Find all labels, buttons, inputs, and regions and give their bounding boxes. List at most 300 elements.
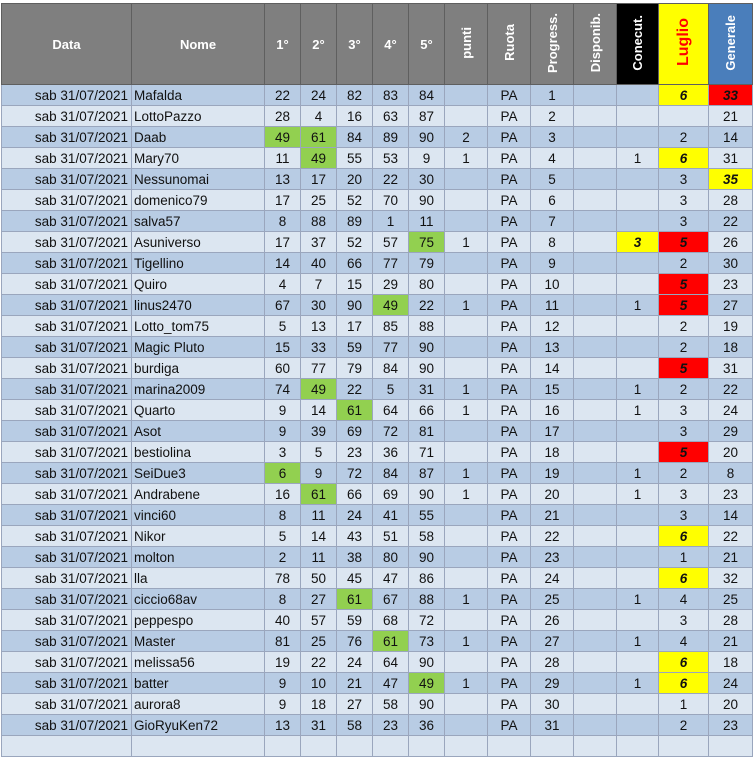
table-row[interactable]: [2, 232, 753, 253]
header-4[interactable]: 4°: [373, 4, 409, 85]
cell-number-4[interactable]: 84: [373, 358, 409, 379]
cell-ruota[interactable]: PA: [488, 316, 531, 337]
table-row[interactable]: [2, 253, 753, 274]
cell-number-5[interactable]: 90: [409, 337, 445, 358]
cell-lug[interactable]: 2: [659, 253, 709, 274]
cell-number-2[interactable]: 5: [301, 442, 337, 463]
cell-data[interactable]: sab 31/07/2021: [2, 253, 132, 274]
cell-con[interactable]: [617, 253, 659, 274]
cell-lug[interactable]: 3: [659, 484, 709, 505]
cell-ruota[interactable]: PA: [488, 694, 531, 715]
cell-number-2[interactable]: 61: [301, 127, 337, 148]
cell-punti[interactable]: [445, 715, 488, 736]
cell-number-1[interactable]: 5: [265, 526, 301, 547]
cell-number-1[interactable]: 17: [265, 190, 301, 211]
cell-lug[interactable]: 5: [659, 274, 709, 295]
cell-data[interactable]: sab 31/07/2021: [2, 694, 132, 715]
cell-number-5[interactable]: 90: [409, 547, 445, 568]
cell-data[interactable]: sab 31/07/2021: [2, 274, 132, 295]
cell-nome[interactable]: Magic Pluto: [132, 337, 265, 358]
cell-prog[interactable]: 8: [531, 232, 574, 253]
cell-number-3[interactable]: 66: [337, 484, 373, 505]
cell-ruota[interactable]: PA: [488, 400, 531, 421]
cell-data[interactable]: sab 31/07/2021: [2, 190, 132, 211]
header-nome[interactable]: Nome: [132, 4, 265, 85]
cell-number-1[interactable]: 67: [265, 295, 301, 316]
cell-disp[interactable]: [574, 400, 617, 421]
cell-number-3[interactable]: 76: [337, 631, 373, 652]
cell-prog[interactable]: 10: [531, 274, 574, 295]
cell-gen[interactable]: 22: [709, 379, 753, 400]
cell-lug[interactable]: 3: [659, 169, 709, 190]
cell-disp[interactable]: [574, 274, 617, 295]
cell-prog[interactable]: 17: [531, 421, 574, 442]
cell-disp[interactable]: [574, 295, 617, 316]
table-row[interactable]: [2, 190, 753, 211]
cell-disp[interactable]: [574, 421, 617, 442]
cell-prog[interactable]: 3: [531, 127, 574, 148]
cell-punti[interactable]: 2: [445, 127, 488, 148]
cell-con[interactable]: [617, 442, 659, 463]
cell-prog[interactable]: 11: [531, 295, 574, 316]
cell-lug[interactable]: 2: [659, 127, 709, 148]
cell-disp[interactable]: [574, 379, 617, 400]
cell-punti[interactable]: 1: [445, 673, 488, 694]
cell-number-3[interactable]: 22: [337, 379, 373, 400]
cell-disp[interactable]: [574, 211, 617, 232]
cell-prog[interactable]: 19: [531, 463, 574, 484]
cell-number-3[interactable]: 72: [337, 463, 373, 484]
cell-number-3[interactable]: 90: [337, 295, 373, 316]
cell-prog[interactable]: 12: [531, 316, 574, 337]
cell-gen[interactable]: 24: [709, 400, 753, 421]
cell-prog[interactable]: 5: [531, 169, 574, 190]
cell-data[interactable]: sab 31/07/2021: [2, 421, 132, 442]
cell-number-2[interactable]: 11: [301, 505, 337, 526]
cell-con[interactable]: [617, 169, 659, 190]
cell-number-1[interactable]: 11: [265, 148, 301, 169]
cell-number-2[interactable]: 18: [301, 694, 337, 715]
cell-number-1[interactable]: 4: [265, 274, 301, 295]
cell-disp[interactable]: [574, 610, 617, 631]
cell-lug[interactable]: 3: [659, 211, 709, 232]
cell-number-4[interactable]: 80: [373, 547, 409, 568]
cell-number-3[interactable]: 84: [337, 127, 373, 148]
cell-ruota[interactable]: PA: [488, 505, 531, 526]
cell-number-1[interactable]: 28: [265, 106, 301, 127]
cell-number-1[interactable]: 15: [265, 337, 301, 358]
cell-punti[interactable]: 1: [445, 232, 488, 253]
cell-gen[interactable]: 22: [709, 211, 753, 232]
header-5[interactable]: 5°: [409, 4, 445, 85]
cell-punti[interactable]: [445, 169, 488, 190]
cell-ruota[interactable]: PA: [488, 232, 531, 253]
cell-ruota[interactable]: PA: [488, 190, 531, 211]
cell-punti[interactable]: [445, 652, 488, 673]
cell-nome[interactable]: Andrabene: [132, 484, 265, 505]
cell-nome[interactable]: lla: [132, 568, 265, 589]
cell-nome[interactable]: Asuniverso: [132, 232, 265, 253]
cell-prog[interactable]: 6: [531, 190, 574, 211]
cell-punti[interactable]: [445, 358, 488, 379]
cell-disp[interactable]: [574, 589, 617, 610]
cell-number-5[interactable]: 36: [409, 715, 445, 736]
cell-number-3[interactable]: 15: [337, 274, 373, 295]
cell-gen[interactable]: 8: [709, 463, 753, 484]
cell-ruota[interactable]: PA: [488, 85, 531, 106]
cell-number-2[interactable]: 30: [301, 295, 337, 316]
cell-disp[interactable]: [574, 106, 617, 127]
cell-nome[interactable]: Quiro: [132, 274, 265, 295]
cell-punti[interactable]: [445, 253, 488, 274]
cell-disp[interactable]: [574, 463, 617, 484]
table-row[interactable]: [2, 211, 753, 232]
cell-number-1[interactable]: 40: [265, 610, 301, 631]
cell-number-4[interactable]: 51: [373, 526, 409, 547]
cell-nome[interactable]: marina2009: [132, 379, 265, 400]
cell-lug[interactable]: 2: [659, 379, 709, 400]
cell-ruota[interactable]: PA: [488, 358, 531, 379]
cell-lug[interactable]: 5: [659, 358, 709, 379]
cell-gen[interactable]: 24: [709, 673, 753, 694]
cell-punti[interactable]: [445, 85, 488, 106]
cell-number-1[interactable]: 74: [265, 379, 301, 400]
cell-punti[interactable]: 1: [445, 484, 488, 505]
cell-number-1[interactable]: 8: [265, 589, 301, 610]
cell-nome[interactable]: peppespo: [132, 610, 265, 631]
cell-lug[interactable]: 3: [659, 400, 709, 421]
table-row[interactable]: [2, 421, 753, 442]
cell-number-1[interactable]: 9: [265, 421, 301, 442]
cell-number-1[interactable]: 14: [265, 253, 301, 274]
cell-con[interactable]: [617, 274, 659, 295]
cell-number-4[interactable]: 57: [373, 232, 409, 253]
cell-number-2[interactable]: 33: [301, 337, 337, 358]
cell-prog[interactable]: 16: [531, 400, 574, 421]
cell-data[interactable]: sab 31/07/2021: [2, 232, 132, 253]
cell-number-5[interactable]: 9: [409, 148, 445, 169]
cell-number-2[interactable]: 37: [301, 232, 337, 253]
cell-prog[interactable]: 28: [531, 652, 574, 673]
empty-cell[interactable]: [132, 736, 265, 757]
cell-ruota[interactable]: PA: [488, 568, 531, 589]
cell-nome[interactable]: linus2470: [132, 295, 265, 316]
cell-nome[interactable]: domenico79: [132, 190, 265, 211]
table-row[interactable]: [2, 85, 753, 106]
cell-nome[interactable]: batter: [132, 673, 265, 694]
cell-number-3[interactable]: 55: [337, 148, 373, 169]
cell-punti[interactable]: 1: [445, 463, 488, 484]
cell-gen[interactable]: 18: [709, 337, 753, 358]
cell-con[interactable]: [617, 547, 659, 568]
cell-punti[interactable]: [445, 694, 488, 715]
cell-number-2[interactable]: 4: [301, 106, 337, 127]
cell-data[interactable]: sab 31/07/2021: [2, 400, 132, 421]
cell-con[interactable]: 1: [617, 631, 659, 652]
cell-number-5[interactable]: 90: [409, 652, 445, 673]
cell-nome[interactable]: Lotto_tom75: [132, 316, 265, 337]
table-row[interactable]: [2, 316, 753, 337]
cell-data[interactable]: sab 31/07/2021: [2, 442, 132, 463]
cell-lug[interactable]: 3: [659, 505, 709, 526]
empty-cell[interactable]: [488, 736, 531, 757]
table-row[interactable]: [2, 463, 753, 484]
cell-prog[interactable]: 29: [531, 673, 574, 694]
cell-nome[interactable]: Daab: [132, 127, 265, 148]
cell-number-5[interactable]: 90: [409, 190, 445, 211]
cell-gen[interactable]: 19: [709, 316, 753, 337]
cell-disp[interactable]: [574, 232, 617, 253]
cell-data[interactable]: sab 31/07/2021: [2, 295, 132, 316]
cell-number-4[interactable]: 89: [373, 127, 409, 148]
cell-gen[interactable]: 33: [709, 85, 753, 106]
table-row[interactable]: [2, 673, 753, 694]
cell-data[interactable]: sab 31/07/2021: [2, 715, 132, 736]
cell-number-1[interactable]: 8: [265, 211, 301, 232]
cell-punti[interactable]: [445, 106, 488, 127]
cell-number-4[interactable]: 67: [373, 589, 409, 610]
cell-con[interactable]: 1: [617, 463, 659, 484]
cell-disp[interactable]: [574, 190, 617, 211]
cell-number-3[interactable]: 79: [337, 358, 373, 379]
cell-con[interactable]: [617, 190, 659, 211]
cell-number-5[interactable]: 84: [409, 85, 445, 106]
cell-number-5[interactable]: 31: [409, 379, 445, 400]
cell-number-3[interactable]: 16: [337, 106, 373, 127]
cell-con[interactable]: 1: [617, 589, 659, 610]
cell-number-5[interactable]: 87: [409, 463, 445, 484]
cell-lug[interactable]: 4: [659, 589, 709, 610]
table-row[interactable]: [2, 694, 753, 715]
cell-gen[interactable]: 31: [709, 148, 753, 169]
cell-nome[interactable]: LottoPazzo: [132, 106, 265, 127]
cell-number-4[interactable]: 29: [373, 274, 409, 295]
cell-disp[interactable]: [574, 652, 617, 673]
cell-data[interactable]: sab 31/07/2021: [2, 610, 132, 631]
cell-con[interactable]: 3: [617, 232, 659, 253]
cell-number-4[interactable]: 49: [373, 295, 409, 316]
cell-punti[interactable]: [445, 316, 488, 337]
cell-prog[interactable]: 13: [531, 337, 574, 358]
table-row[interactable]: [2, 568, 753, 589]
table-row[interactable]: [2, 631, 753, 652]
cell-nome[interactable]: GioRyuKen72: [132, 715, 265, 736]
cell-lug[interactable]: 6: [659, 85, 709, 106]
table-row[interactable]: [2, 379, 753, 400]
cell-number-5[interactable]: 79: [409, 253, 445, 274]
cell-number-5[interactable]: 90: [409, 358, 445, 379]
cell-number-3[interactable]: 59: [337, 337, 373, 358]
cell-punti[interactable]: [445, 526, 488, 547]
cell-gen[interactable]: 23: [709, 484, 753, 505]
cell-number-4[interactable]: 61: [373, 631, 409, 652]
cell-lug[interactable]: 5: [659, 442, 709, 463]
table-row[interactable]: [2, 358, 753, 379]
header-2[interactable]: 2°: [301, 4, 337, 85]
cell-number-1[interactable]: 9: [265, 673, 301, 694]
cell-data[interactable]: sab 31/07/2021: [2, 169, 132, 190]
cell-punti[interactable]: [445, 568, 488, 589]
cell-nome[interactable]: Tigellino: [132, 253, 265, 274]
cell-number-5[interactable]: 11: [409, 211, 445, 232]
cell-disp[interactable]: [574, 484, 617, 505]
empty-cell[interactable]: [2, 736, 132, 757]
cell-con[interactable]: 1: [617, 148, 659, 169]
cell-number-4[interactable]: 58: [373, 694, 409, 715]
table-row[interactable]: [2, 106, 753, 127]
cell-disp[interactable]: [574, 253, 617, 274]
header-3[interactable]: 3°: [337, 4, 373, 85]
cell-number-4[interactable]: 63: [373, 106, 409, 127]
cell-nome[interactable]: Master: [132, 631, 265, 652]
cell-data[interactable]: sab 31/07/2021: [2, 589, 132, 610]
table-row[interactable]: [2, 484, 753, 505]
cell-gen[interactable]: 25: [709, 589, 753, 610]
cell-number-4[interactable]: 41: [373, 505, 409, 526]
cell-number-4[interactable]: 83: [373, 85, 409, 106]
cell-punti[interactable]: [445, 610, 488, 631]
cell-con[interactable]: [617, 337, 659, 358]
cell-prog[interactable]: 21: [531, 505, 574, 526]
cell-number-5[interactable]: 72: [409, 610, 445, 631]
cell-data[interactable]: sab 31/07/2021: [2, 673, 132, 694]
cell-prog[interactable]: 27: [531, 631, 574, 652]
header-punti[interactable]: [445, 4, 488, 85]
cell-number-2[interactable]: 24: [301, 85, 337, 106]
cell-data[interactable]: sab 31/07/2021: [2, 337, 132, 358]
cell-disp[interactable]: [574, 85, 617, 106]
cell-con[interactable]: [617, 421, 659, 442]
cell-gen[interactable]: 21: [709, 106, 753, 127]
cell-number-4[interactable]: 84: [373, 463, 409, 484]
cell-number-3[interactable]: 59: [337, 610, 373, 631]
cell-gen[interactable]: 29: [709, 421, 753, 442]
cell-disp[interactable]: [574, 148, 617, 169]
cell-disp[interactable]: [574, 127, 617, 148]
cell-gen[interactable]: 26: [709, 232, 753, 253]
cell-nome[interactable]: molton: [132, 547, 265, 568]
cell-con[interactable]: [617, 85, 659, 106]
cell-number-4[interactable]: 68: [373, 610, 409, 631]
cell-nome[interactable]: Nessunomai: [132, 169, 265, 190]
cell-number-3[interactable]: 21: [337, 673, 373, 694]
cell-number-3[interactable]: 43: [337, 526, 373, 547]
cell-number-4[interactable]: 47: [373, 568, 409, 589]
cell-number-4[interactable]: 5: [373, 379, 409, 400]
cell-number-4[interactable]: 72: [373, 421, 409, 442]
cell-punti[interactable]: [445, 547, 488, 568]
cell-number-3[interactable]: 24: [337, 505, 373, 526]
cell-number-5[interactable]: 58: [409, 526, 445, 547]
cell-punti[interactable]: 1: [445, 379, 488, 400]
cell-ruota[interactable]: PA: [488, 379, 531, 400]
cell-number-2[interactable]: 17: [301, 169, 337, 190]
cell-number-3[interactable]: 52: [337, 190, 373, 211]
header-conecut[interactable]: [617, 4, 659, 85]
cell-number-2[interactable]: 50: [301, 568, 337, 589]
cell-data[interactable]: sab 31/07/2021: [2, 463, 132, 484]
cell-ruota[interactable]: PA: [488, 106, 531, 127]
cell-number-1[interactable]: 49: [265, 127, 301, 148]
cell-con[interactable]: [617, 652, 659, 673]
cell-number-5[interactable]: 49: [409, 673, 445, 694]
cell-ruota[interactable]: PA: [488, 652, 531, 673]
cell-ruota[interactable]: PA: [488, 211, 531, 232]
cell-punti[interactable]: 1: [445, 400, 488, 421]
cell-number-4[interactable]: 23: [373, 715, 409, 736]
cell-number-1[interactable]: 2: [265, 547, 301, 568]
cell-prog[interactable]: 4: [531, 148, 574, 169]
cell-ruota[interactable]: PA: [488, 337, 531, 358]
cell-prog[interactable]: 15: [531, 379, 574, 400]
cell-number-4[interactable]: 70: [373, 190, 409, 211]
cell-number-3[interactable]: 89: [337, 211, 373, 232]
cell-number-1[interactable]: 17: [265, 232, 301, 253]
header-ruota[interactable]: [488, 4, 531, 85]
cell-data[interactable]: sab 31/07/2021: [2, 211, 132, 232]
table-row[interactable]: [2, 295, 753, 316]
cell-number-1[interactable]: 60: [265, 358, 301, 379]
cell-disp[interactable]: [574, 547, 617, 568]
cell-lug[interactable]: 3: [659, 190, 709, 211]
cell-number-5[interactable]: 75: [409, 232, 445, 253]
cell-nome[interactable]: Quarto: [132, 400, 265, 421]
cell-lug[interactable]: 6: [659, 568, 709, 589]
cell-number-1[interactable]: 8: [265, 505, 301, 526]
cell-gen[interactable]: 23: [709, 274, 753, 295]
cell-disp[interactable]: [574, 358, 617, 379]
cell-ruota[interactable]: PA: [488, 589, 531, 610]
cell-number-2[interactable]: 88: [301, 211, 337, 232]
table-row[interactable]: [2, 610, 753, 631]
cell-con[interactable]: [617, 106, 659, 127]
cell-prog[interactable]: 22: [531, 526, 574, 547]
cell-number-5[interactable]: 55: [409, 505, 445, 526]
cell-prog[interactable]: 9: [531, 253, 574, 274]
cell-prog[interactable]: 1: [531, 85, 574, 106]
cell-number-1[interactable]: 5: [265, 316, 301, 337]
cell-data[interactable]: sab 31/07/2021: [2, 526, 132, 547]
cell-lug[interactable]: 5: [659, 232, 709, 253]
cell-number-2[interactable]: 39: [301, 421, 337, 442]
table-row[interactable]: [2, 715, 753, 736]
cell-number-5[interactable]: 66: [409, 400, 445, 421]
cell-con[interactable]: [617, 715, 659, 736]
empty-cell[interactable]: [659, 736, 709, 757]
empty-cell[interactable]: [265, 736, 301, 757]
header-generale[interactable]: [709, 4, 753, 85]
cell-gen[interactable]: 32: [709, 568, 753, 589]
cell-number-3[interactable]: 45: [337, 568, 373, 589]
cell-lug[interactable]: 2: [659, 316, 709, 337]
cell-number-2[interactable]: 31: [301, 715, 337, 736]
cell-number-2[interactable]: 49: [301, 148, 337, 169]
cell-data[interactable]: sab 31/07/2021: [2, 568, 132, 589]
cell-nome[interactable]: ciccio68av: [132, 589, 265, 610]
empty-cell[interactable]: [409, 736, 445, 757]
cell-nome[interactable]: Mary70: [132, 148, 265, 169]
cell-lug[interactable]: 6: [659, 673, 709, 694]
cell-prog[interactable]: 2: [531, 106, 574, 127]
cell-lug[interactable]: 3: [659, 421, 709, 442]
table-row[interactable]: [2, 547, 753, 568]
cell-number-4[interactable]: 47: [373, 673, 409, 694]
cell-con[interactable]: 1: [617, 400, 659, 421]
cell-prog[interactable]: 7: [531, 211, 574, 232]
cell-ruota[interactable]: PA: [488, 253, 531, 274]
cell-number-5[interactable]: 73: [409, 631, 445, 652]
cell-number-2[interactable]: 49: [301, 379, 337, 400]
